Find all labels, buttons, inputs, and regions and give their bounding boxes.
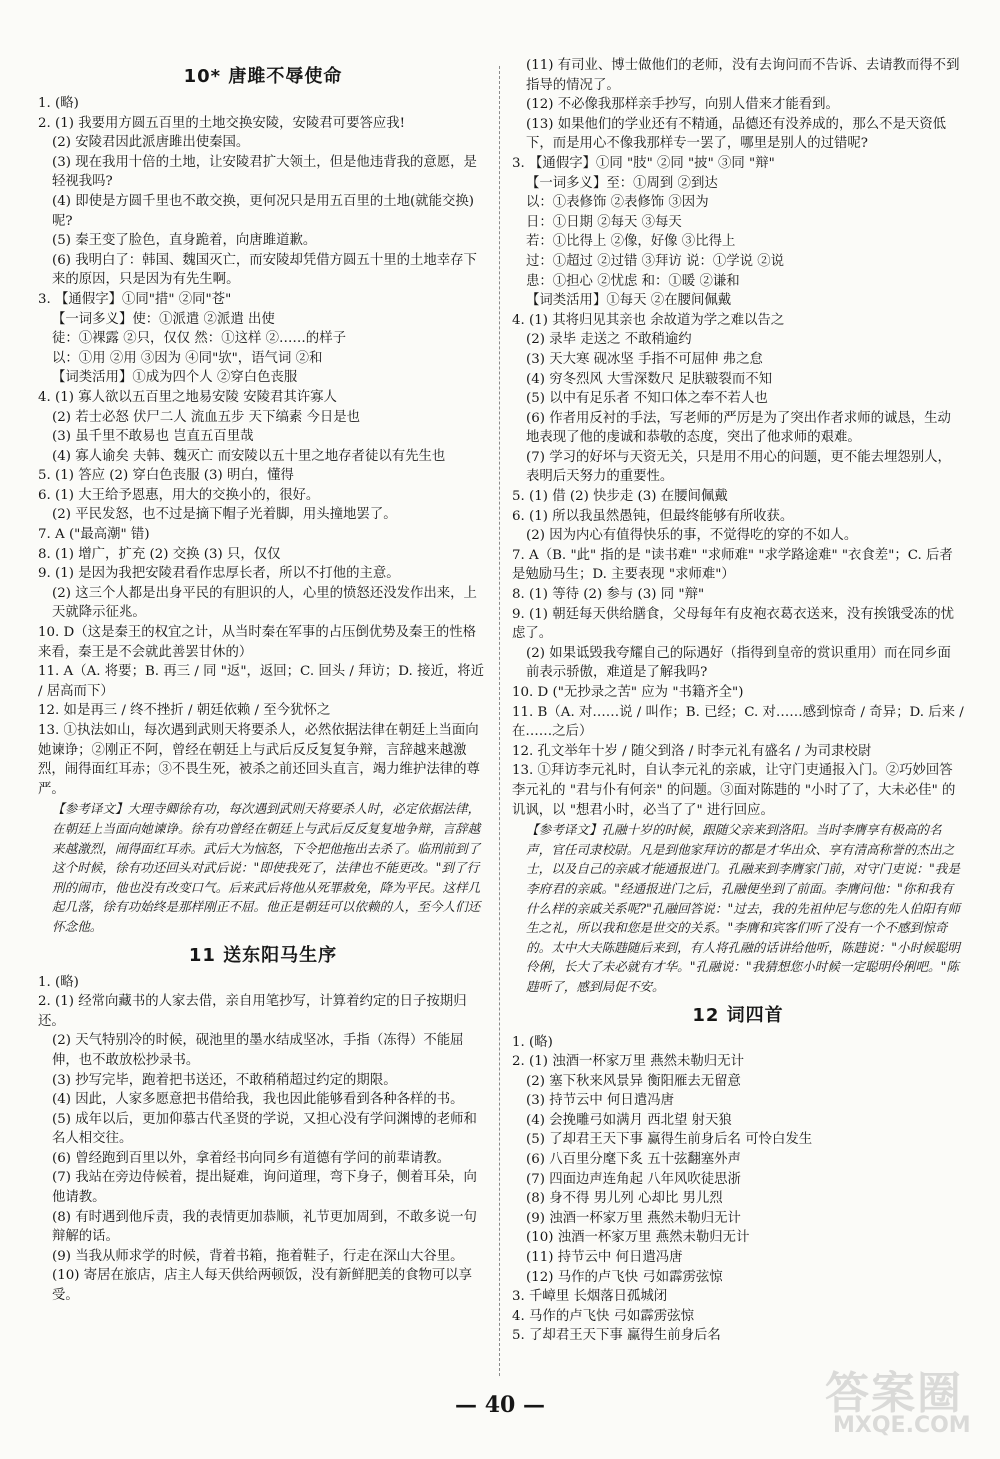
answer-line: 5. (1) 借 (2) 快步走 (3) 在腰间佩戴 <box>512 489 728 505</box>
answer-line: (2) 安陵君因此派唐雎出使秦国。 <box>52 135 250 151</box>
answer-line: (2) 天气特别冷的时候，砚池里的墨水结成坚冰，手指（冻得）不能屈伸，也不敢放松抄录书。 <box>52 1033 464 1068</box>
answer-line: 1. (略) <box>512 1034 553 1050</box>
answer-line: (5) 以中有足乐者 不知口体之奉不若人也 <box>526 391 768 407</box>
answer-line: (5) 了却君王天下事 赢得生前身后名 可怜白发生 <box>526 1132 813 1148</box>
answer-line: 3. 千嶂里 长烟落日孤城闭 <box>512 1289 668 1305</box>
answer-line: 【一词多义】使：①派遣 ②派遣 出使 <box>52 311 275 327</box>
answer-line: (4) 会挽雕弓如满月 西北望 射天狼 <box>526 1112 732 1128</box>
answer-line: 5. 了却君王天下事 赢得生前身后名 <box>512 1328 721 1344</box>
answer-line: 3. 【通假字】①同"措" ②同"苍" <box>38 291 232 307</box>
answer-line: (2) 若士必怒 伏尸二人 流血五步 天下缟素 今日是也 <box>52 409 361 425</box>
answer-line: (2) 因为内心有值得快乐的事，不觉得吃的穿的不如人。 <box>526 528 858 544</box>
answer-line: (5) 秦王变了脸色，直身跪着，向唐雎道歉。 <box>52 233 317 249</box>
answer-line: 3. 【通假字】①同 "肢" ②同 "披" ③同 "辩" <box>512 155 775 171</box>
answer-line: (4) 即使是方圆千里也不敢交换，更何况只是用五百里的土地(就能交换)呢? <box>52 193 474 229</box>
answer-line: 13. ①拜访李元礼时，自认李元礼的亲戚，让守门吏通报入门。②巧妙回答李元礼的 "君与仆有何亲" 的问题。③面对陈韪的 "小时了了，大未必佳" 的讥讽，以 "想君小时，必当了了" 进行回应。 <box>512 763 956 818</box>
right-column <box>512 56 964 1346</box>
answer-line: 5. (1) 答应 (2) 穿白色丧服 (3) 明白，懂得 <box>38 468 294 484</box>
answer-line: (3) 持节云中 何日遣冯唐 <box>526 1093 674 1109</box>
answer-line: 7. A（B. "此" 指的是 "读书难" "求师难" "求学路途难" "衣食差"；C. 后者是勉励马生；D. 主要表现 "求师难"） <box>512 547 953 583</box>
answer-line: (3) 抄写完毕，跑着把书送还，不敢稍稍超过约定的期限。 <box>52 1072 397 1088</box>
answer-line: (2) 塞下秋来风景异 衡阳雁去无留意 <box>526 1073 741 1089</box>
answer-line: 以：①表修饰 ②表修饰 ③因为 <box>526 195 709 211</box>
answer-line: 2. (1) 经常向藏书的人家去借，亲自用笔抄写，计算着约定的日子按期归还。 <box>38 994 467 1029</box>
answer-line: 10. D ("无抄录之苦" 应为 "书籍齐全") <box>512 685 744 700</box>
answer-line: 日：①日期 ②每天 ③每天 <box>526 214 682 230</box>
answer-line: (9) 浊酒一杯家万里 燕然未勒归无计 <box>526 1210 741 1226</box>
answer-line: 2. (1) 我要用方圆五百里的土地交换安陵，安陵君可要答应我! <box>38 115 406 131</box>
answer-line: 9. (1) 是因为我把安陵君看作忠厚长者，所以不打他的主意。 <box>38 566 400 582</box>
answer-line: (7) 学习的好坏与天资无关，只是用不用心的问题，更不能去埋怨别人，表明后天努力的重要性。 <box>526 449 951 485</box>
section-10-title: 10* 唐雎不辱使命 <box>183 66 343 87</box>
answer-line: (7) 四面边声连角起 八年风吹徒思浙 <box>526 1171 741 1187</box>
answer-line: (11) 持节云中 何日遣冯唐 <box>526 1250 683 1266</box>
answer-line: 4. 马作的卢飞快 弓如霹雳弦惊 <box>512 1308 694 1324</box>
answer-line: 6. (1) 所以我虽然愚钝，但最终能够有所收获。 <box>512 508 794 524</box>
answer-line: (6) 作者用反衬的手法，写老师的严厉是为了突出作者求师的诚恳，生动地表现了他的虔诚和恭敬的态度，突出了他求师的艰难。 <box>526 410 951 446</box>
answer-line: (13) 如果他们的学业还有不精通，品德还有没养成的，那么不是天资低下，而是用心不像我那样专一罢了，哪里是别人的过错呢? <box>526 116 947 152</box>
answer-line: (6) 八百里分麾下炙 五十弦翻塞外声 <box>526 1152 741 1168</box>
answer-line: 【词类活用】①每天 ②在腰间佩戴 <box>526 293 732 309</box>
section-11-title: 11 送东阳马生序 <box>188 944 338 966</box>
answer-line: 11. A（A. 将要；B. 再三 / 同 "返"，返回；C. 回头 / 拜访；D. 接近，将近 / 居高而下） <box>38 664 485 699</box>
answer-line: (3) 现在我用十倍的土地，让安陵君扩大领土，但是他违背我的意愿，是轻视我吗? <box>52 154 477 190</box>
answer-line: (9) 当我从师求学的时候，背着书箱，拖着鞋子，行走在深山大谷里。 <box>52 1248 464 1264</box>
answer-line: (4) 寡人谕矣 夫韩、魏灭亡 而安陵以五十里之地存者徒以有先生也 <box>52 448 446 464</box>
answer-line: (12) 马作的卢飞快 弓如霹雳弦惊 <box>526 1269 723 1285</box>
answer-line: (2) 平民发怒，也不过是摘下帽子光着脚，用头撞地罢了。 <box>52 507 397 523</box>
answer-line: 8. (1) 增广，扩充 (2) 交换 (3) 只，仅仅 <box>38 546 281 562</box>
answer-line: 过：①超过 ②过错 ③拜访 说：①学说 ②说 <box>526 253 785 269</box>
section-12-body <box>512 1033 964 1347</box>
answer-line: (7) 我站在旁边侍候着，提出疑难，询问道理，弯下身子，侧着耳朵，向他请教。 <box>52 1170 477 1206</box>
answer-line: 1. (略) <box>38 974 79 990</box>
column-divider <box>499 66 500 1376</box>
answer-line: (5) 成年以后，更加仰慕古代圣贤的学说，又担心没有学问渊博的老师和名人相交往。 <box>52 1111 477 1147</box>
answer-line: (6) 曾经跑到百里以外，拿着经书向同乡有道德有学问的前辈请教。 <box>52 1150 451 1166</box>
answer-line: 若：①比得上 ②像，好像 ③比得上 <box>526 234 736 250</box>
answer-line: (2) 录毕 走送之 不敢稍逾约 <box>526 332 692 348</box>
answer-line: 患：①担心 ②忧虑 和：①暖 ②谦和 <box>526 273 740 289</box>
page-number: — 40 — <box>455 1392 545 1418</box>
answer-line: 7. A ("最高潮" 错) <box>38 527 150 543</box>
answer-line: 【词类活用】①成为四个人 ②穿白色丧服 <box>52 370 298 386</box>
section-11-body <box>38 973 488 1306</box>
answer-line: 6. (1) 大王给予恩惠，用大的交换小的，很好。 <box>38 487 320 503</box>
answer-line: (10) 寄居在旅店，店主人每天供给两顿饭，没有新鲜肥美的食物可以享受。 <box>52 1268 473 1304</box>
section-10-body <box>38 94 488 937</box>
answer-line: (11) 有司业、博士做他们的老师，没有去询问而不告诉、去请教而得不到指导的情况了。 <box>526 58 960 93</box>
answer-line: 【参考译文】孔融十岁的时候，跟随父亲来到洛阳。当时李膺享有极高的名声，官任司隶校尉。凡是到他家拜访的都是才华出众、享有清高称誉的杰出之士，以及自己的亲戚才能通报进门。孔融来到李膺家门前，对守门吏说："我是李府君的亲戚。"经通报进门之后，孔融便坐到了前面。李膺问他："你和我有什么样的亲戚关系呢?"孔融回答说："过去，我的先祖仲尼与您的先人伯阳有师生之礼，所以我和您是世交的关系。"李膺和宾客们听了没有一个不感到惊奇的。太中大夫陈韪随后来到，有人将孔融的话讲给他听，陈韪说："小时候聪明伶俐，长大了未必就有才华。"孔融说："我猜想您小时候一定聪明伶俐吧。"陈韪听了，感到局促不安。 <box>526 822 960 994</box>
answer-line: (6) 我明白了：韩国、魏国灭亡，而安陵却凭借方圆五十里的土地幸存下来的原因，只是因为有先生啊。 <box>52 252 477 288</box>
answer-line: 11. B（A. 对……说 / 叫作；B. 已经；C. 对……感到惊奇 / 奇异；D. 后来 / 在……之后） <box>512 704 964 740</box>
watermark-logo <box>825 1357 990 1447</box>
answer-line: 8. (1) 等待 (2) 参与 (3) 同 "辩" <box>512 587 705 603</box>
answer-line: (8) 身不得 男儿列 心却比 男儿烈 <box>526 1191 723 1207</box>
answer-line: 13. ①执法如山，每次遇到武则天将要杀人，必然依据法律在朝廷上当面向她谏诤；②刚正不阿，曾经在朝廷上与武后反反复复争辩，言辞越来越激烈，闹得面红耳赤；③不畏生死，被杀之前还回头直言，竭力维护法律的尊严。 <box>38 723 480 797</box>
answer-line: (3) 天大寒 砚冰坚 手指不可屈伸 弗之怠 <box>526 351 763 367</box>
answer-line: 12. 如是再三 / 终不挫折 / 朝廷依赖 / 至今犹怀之 <box>38 703 331 719</box>
answer-line: 9. (1) 朝廷每天供给膳食，父母每年有皮袍衣葛衣送来，没有挨饿受冻的忧虑了。 <box>512 606 954 642</box>
answer-line: (3) 虽千里不敢易也 岂直五百里哉 <box>52 429 254 445</box>
answer-line: 12. 孔文举年十岁 / 随父到洛 / 时李元礼有盛名 / 为司隶校尉 <box>512 743 872 759</box>
answer-line: (2) 这三个人都是出身平民的有胆识的人，心里的愤怒还没发作出来，上天就降示征兆。 <box>52 585 477 621</box>
answer-line: (2) 如果诋毁我夸耀自己的际遇好（指得到皇帝的赏识重用）而在同乡面前表示骄傲，难道是了解我吗? <box>526 645 951 681</box>
answer-line: 以：①用 ②用 ③因为 ④同"欤"，语气词 ②和 <box>52 350 323 366</box>
answer-line: (10) 浊酒一杯家万里 燕然未勒归无计 <box>526 1230 750 1246</box>
watermark-text: 答案圈 <box>825 1368 963 1419</box>
answer-line: 【参考译文】大理寺卿徐有功，每次遇到武则天将要杀人时，必定依据法律，在朝廷上当面向她谏诤。徐有功曾经在朝廷上与武后反反复复地争辩，言辞越来越激烈，闹得面红耳赤。武后大为恼怒，下令把他拖出去杀了。临刑前到了这个时候，徐有功还回头对武后说："即使我死了，法律也不能更改。"到了行刑的闹市，他也没有改变口气。后来武后将他从死罪赦免，降为平民。这样几起几落，徐有功始终是那样刚正不屈。他正是朝廷可以依赖的人，至今人们还怀念他。 <box>52 801 481 934</box>
answer-line: 1. (略) <box>38 96 79 111</box>
answer-line: 徒：①裸露 ②只，仅仅 然：①这样 ②……的样子 <box>52 331 346 347</box>
answer-line: (12) 不必像我那样亲手抄写，向别人借来才能看到。 <box>526 97 839 113</box>
answer-line: 【一词多义】至：①周到 ②到达 <box>526 175 718 191</box>
answer-line: (8) 有时遇到他斥责，我的表情更加恭顺，礼节更加周到，不敢多说一句辩解的话。 <box>52 1209 477 1245</box>
section-11-continued-body <box>512 56 964 997</box>
section-12-title: 12 词四首 <box>692 1004 784 1026</box>
answer-line: 10. D（这是秦王的权宜之计，从当时秦在军事的占压倒优势及秦王的性格来看，秦王是不会就此善罢甘休的） <box>38 625 477 660</box>
left-column <box>38 56 488 1306</box>
answer-line: (4) 穷冬烈风 大雪深数尺 足肤皲裂而不知 <box>526 371 772 387</box>
answer-line: 2. (1) 浊酒一杯家万里 燕然未勒归无计 <box>512 1054 744 1070</box>
watermark-url: MXQE.COM <box>833 1413 971 1438</box>
answer-line: (4) 因此，人家多愿意把书借给我，我也因此能够看到各种各样的书。 <box>52 1092 464 1108</box>
answer-line: 4. (1) 其将归见其亲也 余故道为学之难以告之 <box>512 312 785 328</box>
answer-line: 4. (1) 寡人欲以五百里之地易安陵 安陵君其许寡人 <box>38 389 337 405</box>
